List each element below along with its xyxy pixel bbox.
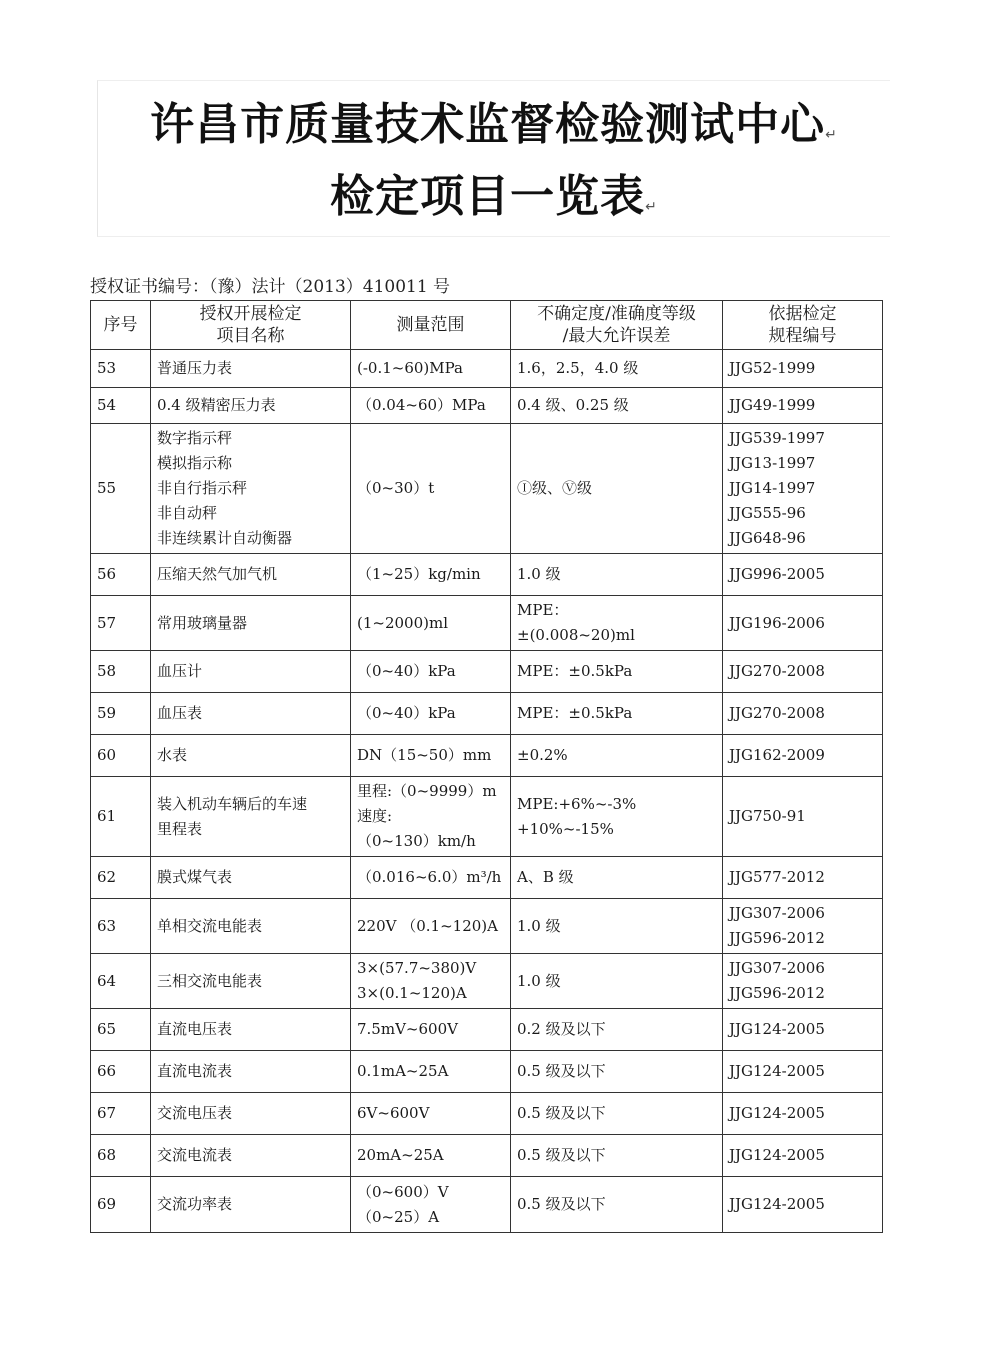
cell-no: 58 (91, 651, 151, 693)
cell-no: 53 (91, 350, 151, 388)
cell-code (723, 693, 883, 735)
table-body (91, 350, 883, 1233)
cell-uncertainty-line: +10%~-15% (517, 819, 614, 838)
cell-code-line: JJG270-2008 (729, 662, 825, 680)
cell-uncertainty-line: 1.6，2.5，4.0 级 (517, 359, 639, 377)
cell-item (151, 424, 351, 554)
title-box (97, 80, 890, 237)
cell-item-line: 数字指示秤 (157, 429, 233, 447)
cell-code (723, 735, 883, 777)
cell-no: 57 (91, 596, 151, 651)
cell-no: 55 (91, 424, 151, 554)
header-text: 不确定度/准确度等级 (537, 304, 696, 324)
cell-range-line: （0~600）V (357, 1182, 449, 1201)
cell-code-line: JJG539-1997 (729, 429, 825, 447)
cell-range-line: (-0.1~60)MPa (357, 359, 464, 377)
cell-range-line: （0~40）kPa (357, 704, 456, 722)
header-uncertainty (511, 301, 723, 350)
cell-no: 64 (91, 954, 151, 1009)
cell-uncertainty-line: Ⓘ级、Ⓥ级 (517, 479, 593, 497)
cell-uncertainty (511, 651, 723, 693)
cell-uncertainty-line: 0.5 级及以下 (517, 1062, 606, 1080)
cell-uncertainty-line: 1.0 级 (517, 565, 561, 583)
table-row (91, 1093, 883, 1135)
cell-range-line: （0~130）km/h (357, 832, 476, 850)
cell-uncertainty (511, 1177, 723, 1233)
cell-uncertainty-line: MPE:+6%~-3% (517, 794, 637, 813)
cell-uncertainty (511, 1135, 723, 1177)
cell-code (723, 554, 883, 596)
cell-range (351, 1009, 511, 1051)
cell-code-line: JJG270-2008 (729, 704, 825, 722)
cell-code (723, 899, 883, 954)
cell-code-line: JJG307-2006 (729, 959, 825, 977)
cell-uncertainty (511, 554, 723, 596)
cell-range-line: 20mA~25A (357, 1146, 444, 1164)
header-range (351, 301, 511, 350)
cell-item-line: 交流电流表 (157, 1146, 233, 1164)
cell-range (351, 693, 511, 735)
cell-uncertainty (511, 899, 723, 954)
cell-item-line: 里程表 (157, 819, 203, 838)
header-text: 依据检定 (768, 304, 837, 324)
table-row (91, 596, 883, 651)
cell-uncertainty-line: 1.0 级 (517, 916, 561, 935)
cell-range-line: 3×(0.1~120)A (357, 984, 467, 1002)
cell-code-line: JJG307-2006 (729, 904, 825, 922)
cell-no: 60 (91, 735, 151, 777)
cell-uncertainty (511, 424, 723, 554)
cell-uncertainty (511, 1093, 723, 1135)
header-text: 规程编号 (768, 326, 837, 346)
cell-range-line: （0~30）t (357, 479, 435, 497)
cell-range (351, 424, 511, 554)
cell-code (723, 388, 883, 424)
cell-uncertainty (511, 350, 723, 388)
table-row (91, 1009, 883, 1051)
cell-item-line: 直流电流表 (157, 1062, 233, 1080)
cell-range-line: 7.5mV~600V (357, 1020, 458, 1038)
cell-range (351, 554, 511, 596)
cell-code-line: JJG124-2005 (729, 1020, 825, 1038)
cell-no: 61 (91, 777, 151, 857)
cell-uncertainty-line: 0.2 级及以下 (517, 1020, 606, 1038)
cell-uncertainty-line: 1.0 级 (517, 971, 561, 990)
cell-range-line: （0~25）A (357, 1207, 440, 1226)
cell-code (723, 857, 883, 899)
cell-no: 63 (91, 899, 151, 954)
table-row (91, 1051, 883, 1093)
cell-uncertainty (511, 1009, 723, 1051)
cell-uncertainty (511, 1051, 723, 1093)
table-row (91, 735, 883, 777)
cell-range (351, 651, 511, 693)
cell-code-line: JJG596-2012 (729, 929, 825, 947)
cell-code-line: JJG52-1999 (729, 359, 816, 377)
cell-no: 62 (91, 857, 151, 899)
cell-item (151, 777, 351, 857)
cell-item (151, 1177, 351, 1233)
cell-code (723, 1009, 883, 1051)
cell-item (151, 735, 351, 777)
cell-item-line: 交流功率表 (157, 1195, 233, 1213)
cell-range-line: 0.1mA~25A (357, 1062, 449, 1080)
cell-uncertainty (511, 857, 723, 899)
cell-code (723, 1093, 883, 1135)
cell-range (351, 899, 511, 954)
cell-item-line: 水表 (157, 746, 188, 764)
cell-code-line: JJG577-2012 (729, 868, 825, 886)
cell-item-line: 交流电压表 (157, 1104, 233, 1122)
cell-uncertainty-line: MPE： (517, 601, 569, 619)
cell-code (723, 1051, 883, 1093)
cell-uncertainty (511, 735, 723, 777)
cell-code (723, 1177, 883, 1233)
cell-item (151, 350, 351, 388)
cell-range (351, 1051, 511, 1093)
cell-item (151, 1135, 351, 1177)
table-row (91, 857, 883, 899)
header-text: 项目名称 (216, 326, 285, 346)
cell-range (351, 1093, 511, 1135)
table-row (91, 1177, 883, 1233)
cell-item (151, 596, 351, 651)
cell-code (723, 1135, 883, 1177)
cell-uncertainty-line: 0.5 级及以下 (517, 1146, 606, 1164)
cell-item (151, 954, 351, 1009)
cell-code-line: JJG555-96 (729, 504, 806, 522)
cell-item (151, 554, 351, 596)
cell-code (723, 350, 883, 388)
cell-item (151, 651, 351, 693)
title-line-2-text: 检定项目一览表 (330, 171, 646, 222)
cell-range (351, 954, 511, 1009)
cell-no: 66 (91, 1051, 151, 1093)
cell-item-line: 模拟指示称 (157, 454, 233, 472)
cell-uncertainty-line: 0.5 级及以下 (517, 1104, 606, 1122)
document-title-line-1 (98, 95, 890, 165)
table-row (91, 350, 883, 388)
cell-uncertainty-line: MPE：±0.5kPa (517, 704, 633, 722)
cell-uncertainty-line: 0.5 级及以下 (517, 1195, 606, 1213)
cell-no: 59 (91, 693, 151, 735)
cell-code-line: JJG14-1997 (729, 479, 816, 497)
cell-uncertainty-line: ±0.2% (517, 746, 568, 764)
cell-item-line: 普通压力表 (157, 359, 233, 377)
cell-code-line: JJG648-96 (729, 529, 806, 547)
cell-item-line: 0.4 级精密压力表 (157, 396, 276, 414)
cell-item-line: 非连续累计自动衡器 (157, 529, 293, 547)
cell-range-line: （0.016~6.0）m³/h (357, 868, 502, 886)
cell-code-line: JJG750-91 (729, 807, 806, 825)
cell-uncertainty-line: 0.4 级、0.25 级 (517, 396, 629, 414)
cell-uncertainty (511, 693, 723, 735)
header-no (91, 301, 151, 350)
document-title-line-2 (98, 167, 890, 237)
cell-uncertainty (511, 388, 723, 424)
table-row (91, 899, 883, 954)
cell-item-line: 单相交流电能表 (157, 916, 263, 935)
cell-range-line: (1~2000)ml (357, 613, 449, 632)
cell-range-line: 3×(57.7~380)V (357, 959, 477, 977)
cell-item (151, 899, 351, 954)
cell-code-line: JJG49-1999 (729, 396, 816, 414)
cell-code-line: JJG196-2006 (729, 613, 825, 632)
cell-item-line: 装入机动车辆后的车速 (157, 794, 308, 813)
cell-code-line: JJG596-2012 (729, 984, 825, 1002)
cell-code-line: JJG996-2005 (729, 565, 825, 583)
cell-item-line: 血压计 (157, 662, 203, 680)
table-row (91, 777, 883, 857)
table-header-row (91, 301, 883, 350)
cell-no: 68 (91, 1135, 151, 1177)
table-row (91, 1135, 883, 1177)
cell-uncertainty (511, 777, 723, 857)
cell-no: 56 (91, 554, 151, 596)
cell-range (351, 596, 511, 651)
cell-item (151, 1051, 351, 1093)
cell-item (151, 693, 351, 735)
cell-code (723, 424, 883, 554)
header-text: 授权开展检定 (199, 304, 302, 324)
table-row (91, 554, 883, 596)
cell-range-line: DN（15~50）mm (357, 746, 492, 764)
cell-range-line: （1~25）kg/min (357, 565, 481, 583)
cell-range (351, 388, 511, 424)
cell-code-line: JJG162-2009 (729, 746, 825, 764)
cell-range (351, 857, 511, 899)
table-row (91, 424, 883, 554)
cell-item-line: 压缩天然气加气机 (157, 565, 278, 583)
cell-range-line: 6V~600V (357, 1104, 430, 1122)
certificate-number: 授权证书编号：（豫）法计（2013）410011 号 (90, 277, 451, 297)
table-row (91, 388, 883, 424)
cell-range (351, 735, 511, 777)
cell-item-line: 常用玻璃量器 (157, 613, 248, 632)
cell-item-line: 三相交流电能表 (157, 971, 263, 990)
cell-no: 67 (91, 1093, 151, 1135)
header-item (151, 301, 351, 350)
cell-item-line: 非自行指示秤 (157, 479, 248, 497)
table-row (91, 954, 883, 1009)
cell-code-line: JJG124-2005 (729, 1062, 825, 1080)
return-mark-1: ↵ (825, 127, 838, 143)
verification-items-table (90, 300, 883, 1233)
cell-item-line: 膜式煤气表 (157, 868, 233, 886)
cell-range (351, 350, 511, 388)
cell-code-line: JJG124-2005 (729, 1104, 825, 1122)
cell-code (723, 954, 883, 1009)
cell-uncertainty (511, 596, 723, 651)
cell-range (351, 1177, 511, 1233)
cell-range-line: 里程:（0~9999）m (357, 782, 497, 800)
cell-code (723, 596, 883, 651)
cell-uncertainty-line: A、B 级 (517, 868, 574, 886)
cell-item (151, 857, 351, 899)
title-line-1-text: 许昌市质量技术监督检验测试中心 (150, 99, 826, 150)
cell-range-line: （0~40）kPa (357, 662, 456, 680)
header-text: 测量范围 (396, 315, 465, 335)
cell-uncertainty-line: ±(0.008~20)ml (517, 626, 635, 644)
cell-range-line: 220V （0.1~120)A (357, 916, 498, 935)
cell-code (723, 777, 883, 857)
cell-range (351, 777, 511, 857)
cell-item-line: 直流电压表 (157, 1020, 233, 1038)
cell-code-line: JJG13-1997 (729, 454, 816, 472)
cell-item (151, 388, 351, 424)
cell-code (723, 651, 883, 693)
header-text: 序号 (103, 315, 138, 335)
cell-uncertainty-line: MPE：±0.5kPa (517, 662, 633, 680)
cell-item (151, 1009, 351, 1051)
cell-no: 65 (91, 1009, 151, 1051)
header-code (723, 301, 883, 350)
cell-code-line: JJG124-2005 (729, 1146, 825, 1164)
cell-uncertainty (511, 954, 723, 1009)
cell-range-line: 速度: (357, 807, 393, 825)
cell-no: 54 (91, 388, 151, 424)
cell-item (151, 1093, 351, 1135)
cell-no: 69 (91, 1177, 151, 1233)
cell-code-line: JJG124-2005 (729, 1195, 825, 1213)
table-row (91, 651, 883, 693)
cell-item-line: 非自动秤 (157, 504, 218, 522)
cell-item-line: 血压表 (157, 704, 203, 722)
header-text: /最大允许误差 (562, 326, 671, 346)
table-row (91, 693, 883, 735)
cell-range (351, 1135, 511, 1177)
return-mark-2: ↵ (645, 199, 658, 215)
cell-range-line: （0.04~60）MPa (357, 396, 486, 414)
